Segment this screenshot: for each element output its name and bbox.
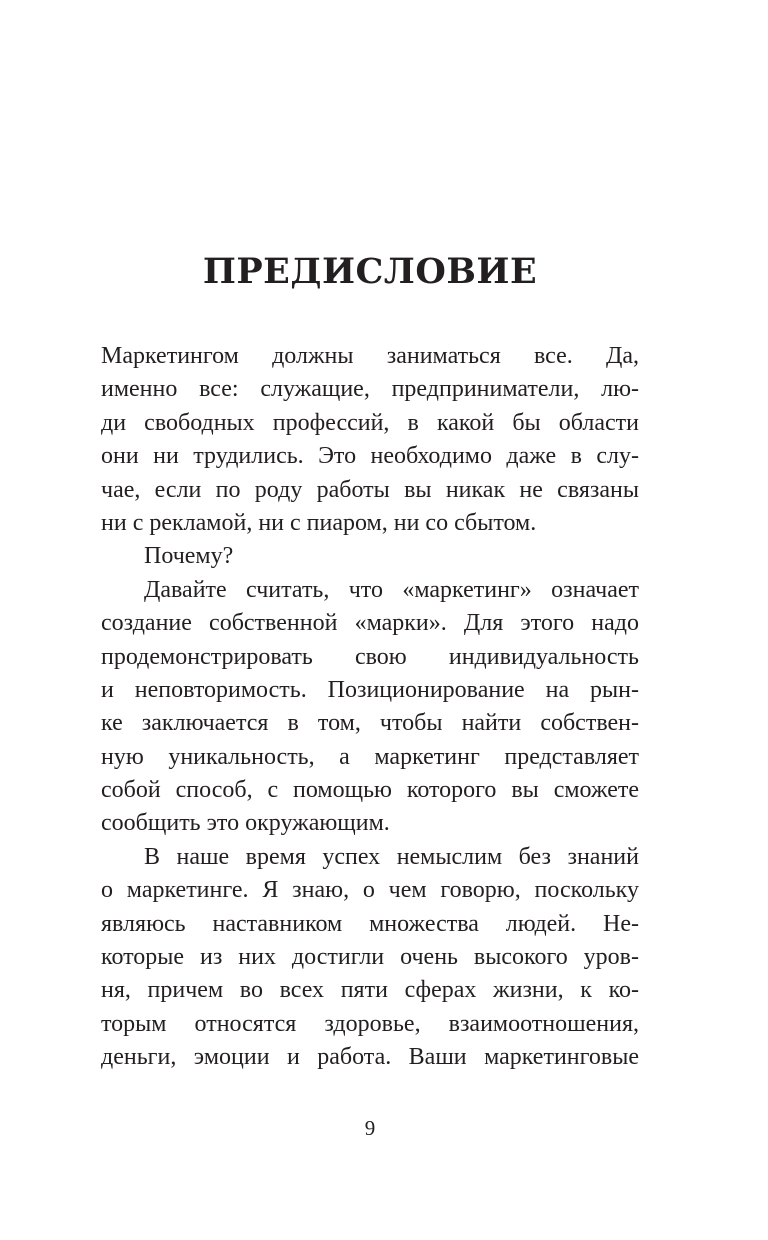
text-line: Маркетингом должны заниматься все. Да,: [101, 343, 639, 369]
text-line: которые из них достигли очень высокого уров-: [101, 944, 639, 971]
text-line: ке заключается в том, чтобы найти собствен-: [101, 710, 639, 737]
text-line: Почему?: [144, 543, 234, 570]
text-line: ди свободных профессий, в какой бы области: [101, 409, 639, 436]
text-line: В наше время успех немыслим без знаний: [144, 843, 639, 870]
text-line: сообщить это окружающим.: [101, 810, 390, 837]
body-text: [101, 340, 639, 1075]
page-number: 9: [364, 1116, 376, 1140]
text-line: собой способ, с помощью которого вы сможете: [101, 777, 639, 804]
text-line: ни с рекламой, ни с пиаром, ни со сбытом.: [101, 509, 537, 536]
text-line: именно все: служащие, предприниматели, лю-: [101, 376, 639, 403]
text-line: о маркетинге. Я знаю, о чем говорю, поскольку: [101, 877, 639, 904]
text-line: Давайте считать, что «маркетинг» означает: [144, 576, 639, 603]
text-line: деньги, эмоции и работа. Ваши маркетинговые: [101, 1044, 639, 1071]
text-line: и неповторимость. Позиционирование на рын-: [101, 676, 639, 703]
text-line: торым относятся здоровье, взаимоотношения,: [101, 1010, 639, 1037]
chapter-title: ПРЕДИСЛОВИЕ: [202, 251, 538, 292]
text-line: ную уникальность, а маркетинг представляет: [101, 743, 639, 770]
text-line: ня, причем во всех пяти сферах жизни, к ко-: [101, 977, 639, 1004]
text-line: продемонстрировать свою индивидуальность: [101, 643, 639, 670]
text-line: являюсь наставником множества людей. Не-: [101, 910, 639, 937]
text-line: создание собственной «марки». Для этого надо: [101, 610, 639, 637]
text-line: они ни трудились. Это необходимо даже в слу-: [101, 443, 639, 470]
text-line: чае, если по роду работы вы никак не связаны: [101, 476, 639, 503]
